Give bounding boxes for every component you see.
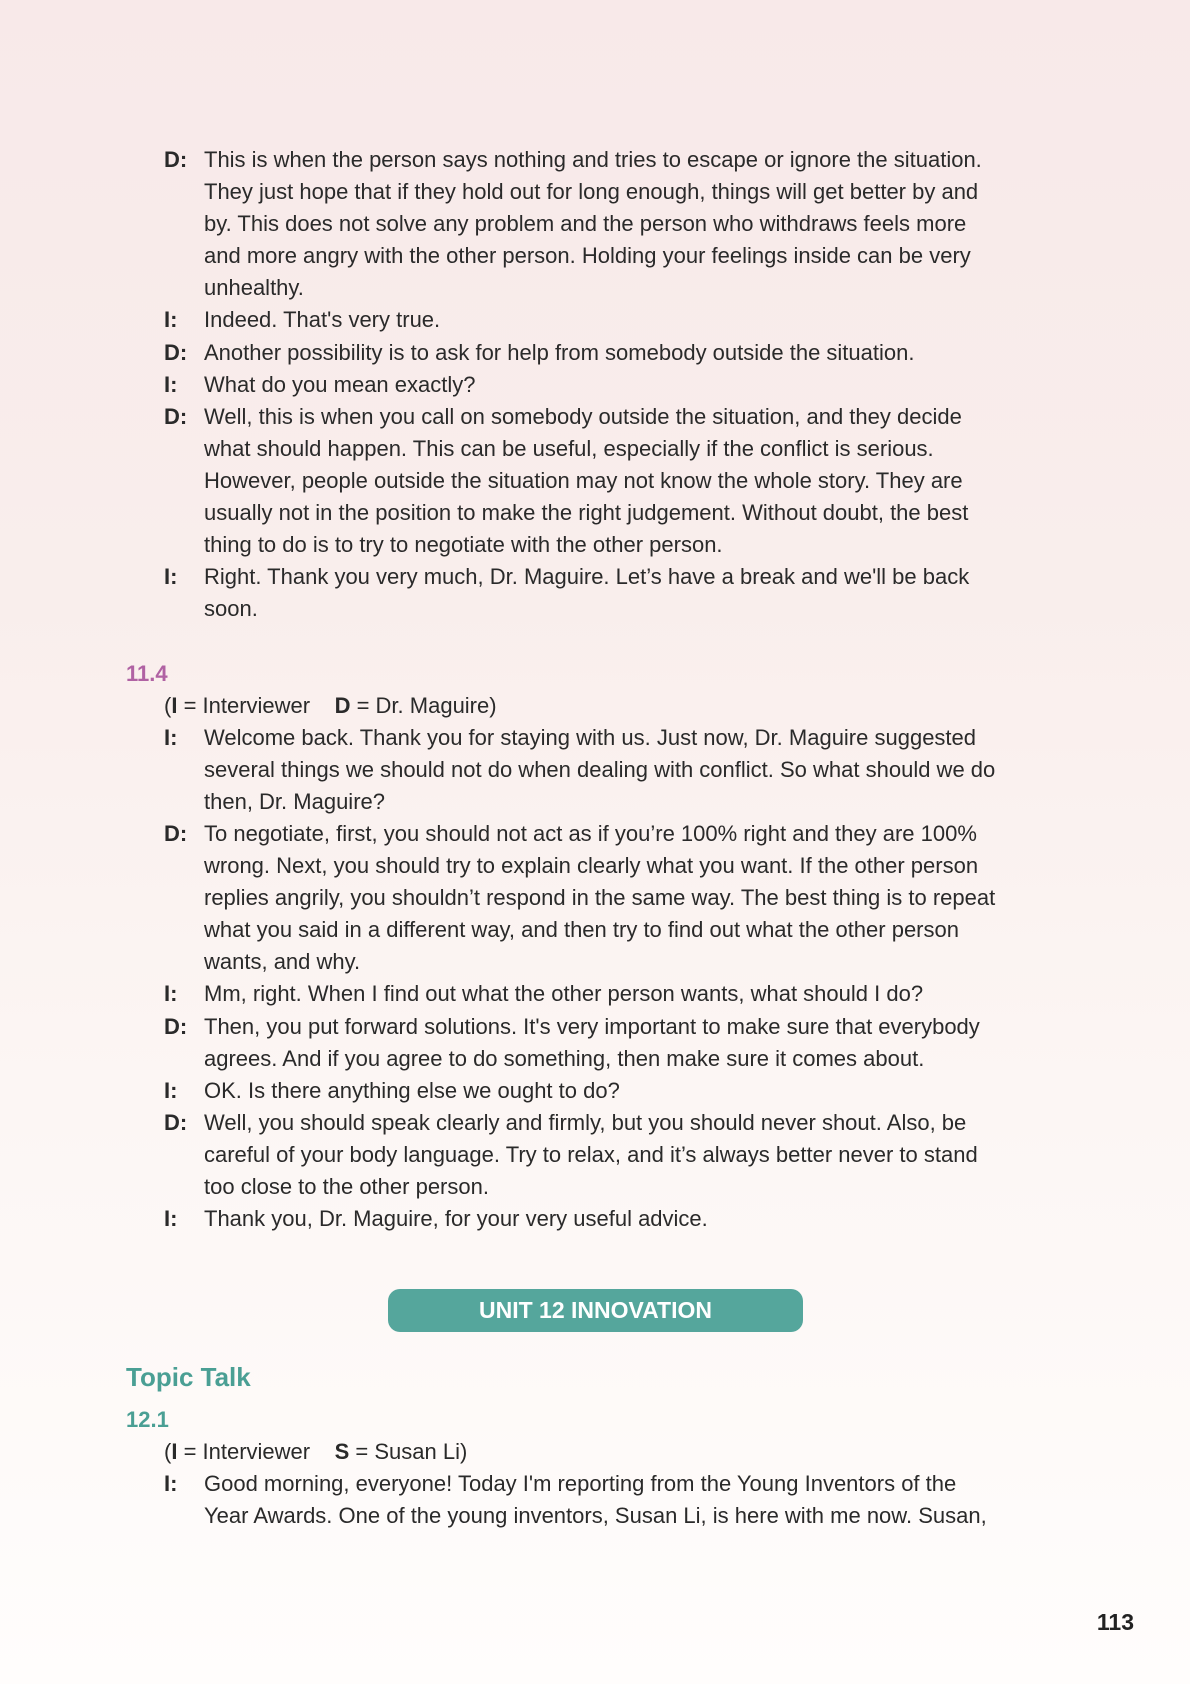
dialogue-line [126, 401, 1086, 433]
dialogue-line [126, 208, 1086, 240]
speaker-label: I: [164, 371, 178, 397]
dialogue-text: what should happen. This can be useful, especially if the conflict is serious. [204, 435, 934, 461]
dialogue-text: Thank you, Dr. Maguire, for your very useful advice. [204, 1206, 708, 1232]
spacer [126, 625, 1086, 657]
dialogue-line [126, 818, 1086, 850]
dialogue-line [126, 304, 1086, 336]
dialogue-line [126, 1043, 1086, 1075]
key-i-desc: = Interviewer [177, 1439, 311, 1465]
dialogue-line [126, 272, 1086, 304]
unit-banner: UNIT 12 INNOVATION [388, 1289, 803, 1332]
dialogue-line [126, 850, 1086, 882]
key-i: I [171, 692, 178, 718]
dialogue-line [126, 1075, 1086, 1107]
dialogue-line [126, 593, 1086, 625]
dialogue-line [126, 1500, 1086, 1532]
dialogue-line [126, 144, 1086, 176]
dialogue-text: Right. Thank you very much, Dr. Maguire. Let’s have a break and we'll be back [204, 564, 970, 590]
dialogue-line [126, 337, 1086, 369]
dialogue-line [126, 465, 1086, 497]
paren: ( [164, 1439, 172, 1465]
dialogue-text: usually not in the position to make the right judgement. Without doubt, the best [204, 500, 969, 526]
speaker-label: I: [164, 981, 178, 1007]
dialogue-line [126, 240, 1086, 272]
dialogue-line [126, 497, 1086, 529]
dialogue-text: They just hope that if they hold out for long enough, things will get better by and [204, 179, 979, 205]
section-number-12-1: 12.1 [126, 1407, 169, 1432]
dialogue-text: Another possibility is to ask for help from somebody outside the situation. [204, 339, 915, 365]
dialogue-line [126, 786, 1086, 818]
dialogue-text: wrong. Next, you should try to explain clearly what you want. If the other person [204, 853, 979, 879]
dialogue-line [126, 529, 1086, 561]
transcript-11-3-continued [126, 144, 1086, 625]
dialogue-line [126, 946, 1086, 978]
dialogue-line [126, 433, 1086, 465]
dialogue-text: soon. [204, 596, 258, 622]
speaker-label: D: [164, 820, 188, 846]
topic-heading: Topic Talk [126, 1362, 251, 1392]
dialogue-line [126, 1468, 1086, 1500]
dialogue-text: Year Awards. One of the young inventors, Susan Li, is here with me now. Susan, [204, 1503, 987, 1529]
dialogue-line [126, 1139, 1086, 1171]
dialogue-text: several things we should not do when dealing with conflict. So what should we do [204, 756, 996, 782]
key-d-desc: = Dr. Maguire) [350, 692, 497, 718]
dialogue-text: replies angrily, you shouldn’t respond in the same way. The best thing is to repeat [204, 885, 996, 911]
speaker-label: I: [164, 1206, 178, 1232]
speaker-label: D: [164, 147, 188, 172]
section-number-11-4: 11.4 [126, 660, 168, 686]
page-number: 113 [1096, 1609, 1134, 1635]
speaker-label: I: [164, 1077, 178, 1103]
dialogue-text: Well, you should speak clearly and firmly, but you should never shout. Also, be [204, 1109, 967, 1135]
dialogue-text: wants, and why. [204, 949, 361, 975]
dialogue-text: Then, you put forward solutions. It's very important to make sure that everybody [204, 1013, 980, 1039]
dialogue-text: Well, this is when you call on somebody outside the situation, and they decide [204, 403, 962, 429]
speaker-label: D: [164, 1109, 188, 1135]
transcript-11-4 [126, 722, 1086, 1236]
key-i-desc: = Interviewer [177, 692, 311, 718]
key-s: S [334, 1439, 350, 1465]
speaker-label: D: [164, 339, 188, 365]
dialogue-line [126, 754, 1086, 786]
dialogue-text: Mm, right. When I find out what the other person wants, what should I do? [204, 981, 924, 1007]
dialogue-text: OK. Is there anything else we ought to do? [204, 1077, 620, 1103]
dialogue-text: too close to the other person. [204, 1174, 489, 1199]
dialogue-line [126, 882, 1086, 914]
paren: ( [164, 692, 172, 718]
dialogue-line [126, 176, 1086, 208]
speaker-label: D: [164, 403, 188, 429]
dialogue-line [126, 369, 1086, 401]
dialogue-text: unhealthy. [204, 275, 304, 301]
speaker-label: I: [164, 564, 178, 590]
transcript-11 [126, 144, 1086, 1235]
dialogue-text: what you said in a different way, and then try to find out what the other person [204, 917, 959, 943]
dialogue-line [126, 1203, 1086, 1235]
dialogue-text: Welcome back. Thank you for staying with us. Just now, Dr. Maguire suggested [204, 724, 977, 750]
transcript-12-1-body [126, 1468, 1086, 1532]
speaker-label: I: [164, 1471, 178, 1497]
dialogue-text: Good morning, everyone! Today I'm reporting from the Young Inventors of the [204, 1471, 957, 1497]
speaker-label: I: [164, 724, 178, 750]
dialogue-text: This is when the person says nothing and tries to escape or ignore the situation. [204, 147, 982, 172]
dialogue-text: then, Dr. Maguire? [204, 788, 385, 814]
key-i: I [171, 1439, 178, 1465]
dialogue-line [126, 561, 1086, 593]
dialogue-text: What do you mean exactly? [204, 371, 476, 397]
speaker-key [164, 690, 1086, 722]
dialogue-text: by. This does not solve any problem and the person who withdraws feels more [204, 211, 967, 237]
key-s-desc: = Susan Li) [349, 1439, 468, 1465]
dialogue-line [126, 1171, 1086, 1203]
dialogue-text: careful of your body language. Try to relax, and it’s always better never to stand [204, 1141, 978, 1167]
dialogue-text: thing to do is to try to negotiate with the other person. [204, 532, 723, 558]
key-d: D [334, 692, 351, 718]
dialogue-text: To negotiate, first, you should not act as if you’re 100% right and they are 100% [204, 820, 977, 846]
dialogue-line [126, 1107, 1086, 1139]
transcript-12-1 [126, 1404, 1086, 1532]
dialogue-text: and more angry with the other person. Holding your feelings inside can be very [204, 243, 971, 269]
dialogue-text: However, people outside the situation may not know the whole story. They are [204, 467, 963, 493]
dialogue-line [126, 722, 1086, 754]
speaker-label: D: [164, 1013, 188, 1039]
dialogue-line [126, 914, 1086, 946]
speaker-label: I: [164, 307, 178, 333]
dialogue-line [126, 978, 1086, 1010]
dialogue-line [126, 1011, 1086, 1043]
dialogue-text: Indeed. That's very true. [204, 307, 441, 333]
dialogue-text: agrees. And if you agree to do something, then make sure it comes about. [204, 1045, 925, 1071]
speaker-key [164, 1436, 1086, 1468]
